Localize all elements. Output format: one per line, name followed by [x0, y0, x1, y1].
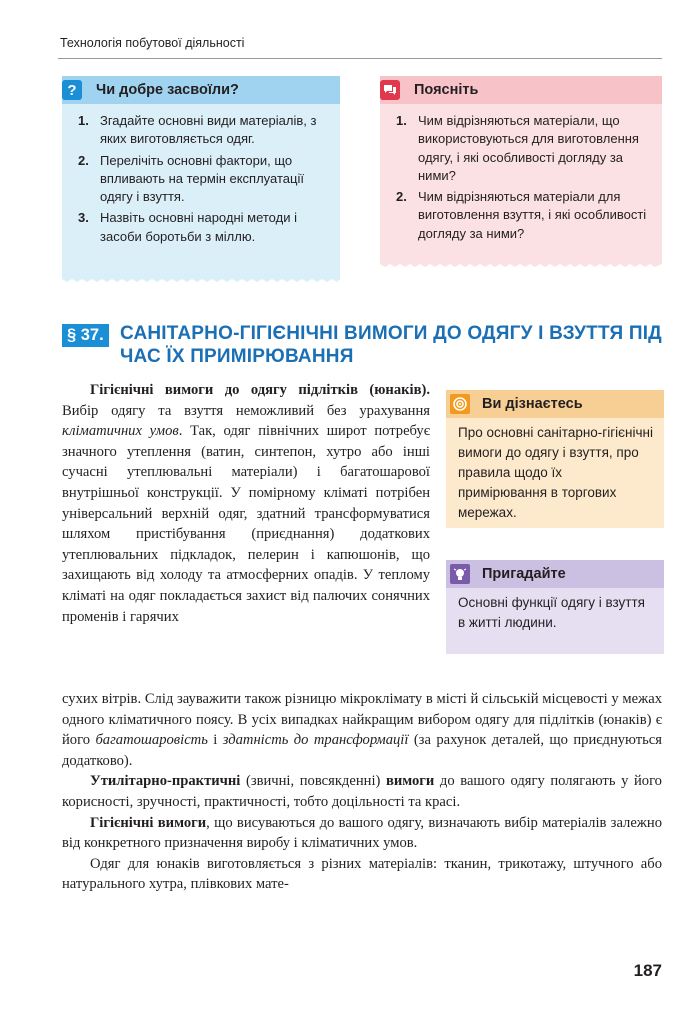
text-run: до вашого одягу полягають у його корисності, зручності, практичності, тобто доцільності та красі.	[62, 773, 662, 810]
check-knowledge-list	[74, 112, 332, 246]
speech-bubble-icon	[380, 80, 400, 100]
explain-title: Поясніть	[414, 82, 479, 98]
recall-title: Пригадайте	[482, 566, 566, 582]
explain-box	[380, 76, 662, 261]
check-knowledge-item-text: Згадайте основні види матеріалів, з яких виготовляється одяг.	[100, 113, 317, 147]
check-knowledge-item	[74, 112, 332, 149]
term-hygiene: Гігієнічні вимоги	[90, 814, 207, 831]
paragraph-4: Одяг для юнаків виготовляється з різних матеріалів: тканин, трикотажу, штучного або натурального хутра, плівкових мате-	[62, 855, 662, 893]
explain-item	[392, 188, 654, 243]
text-run: . Так, одяг північних широт потребує значного утеплення (ватин, синтепон, хутро або інші сучасні утеплювальні матеріали) і багатошарової внутрішньої конструкції. У помірному кліматі потрібен універсальний верхній одяг, здатний трансформуватися шляхом пристібування (приєднання) додаткових утеплювальних підкладок, пелерин і капюшонів, що захищають від холоду та атмосферних опадів. У теплому кліматі на одяг покладається захист від палючих сонячних променів і гарячих	[62, 423, 430, 625]
check-knowledge-header	[62, 76, 340, 104]
target-icon	[450, 394, 470, 414]
learn-box	[446, 390, 664, 528]
zigzag-edge	[380, 261, 662, 267]
paragraph-1-continued	[62, 689, 662, 771]
lightbulb-icon	[450, 564, 470, 584]
explain-item-text: Чим відрізняються матеріали для виготовлення взуття, і які особливості догляду за ними?	[418, 189, 647, 241]
check-knowledge-item-number: 2.	[78, 152, 89, 168]
zigzag-edge	[62, 276, 340, 282]
question-icon: ?	[62, 80, 82, 100]
paragraph-1	[62, 380, 430, 627]
header-rule	[58, 58, 662, 59]
text-run: сухих вітрів. Слід зауважити також різницю мікроклімату в місті й сільській місцевості у межах одного кліматичного поясу. В усіх випадках найкращим вибором одягу для підлітків (юнаків) є його	[62, 691, 662, 749]
learn-title: Ви дізнаєтесь	[482, 396, 583, 412]
explain-header	[380, 76, 662, 104]
body-column-narrow	[62, 380, 430, 627]
text-run: і	[207, 732, 223, 749]
term-climate: кліматичних умов	[62, 423, 179, 440]
term-transform: здатність до трансформації	[222, 732, 409, 749]
explain-body	[380, 104, 662, 261]
term-utilitarian: Утилітарно-практичні	[90, 773, 241, 790]
text-run: , що висуваються до вашого одягу, визначають вибір матеріалів залежно від конкретного призначення виробу і кліматичних умов.	[62, 814, 662, 852]
page-number: 187	[633, 961, 662, 980]
term-multilayer: багатошаровість	[95, 732, 208, 749]
text-run: Вибір одягу та взуття неможливий без урахування	[62, 402, 430, 419]
recall-box	[446, 560, 664, 654]
explain-list	[392, 112, 654, 243]
explain-item	[392, 112, 654, 185]
learn-text: Про основні санітарно-гігієнічні вимоги до одягу і взуття, про правила щодо їх примірювання в торгових мережах.	[446, 418, 664, 528]
explain-item-text: Чим відрізняються матеріали, що використовуються для виготовлення одягу, і які особливості догляду за ними?	[418, 113, 639, 183]
term-hygiene-teen: Гігієнічні вимоги до одягу підлітків (юнаків).	[90, 382, 430, 398]
recall-text: Основні функції одягу і взуття в житті людини.	[446, 588, 664, 654]
running-header: Технологія побутової діяльності	[60, 36, 245, 50]
text-run: (звичні, повсякденні)	[240, 773, 386, 790]
check-knowledge-item	[74, 209, 332, 246]
explain-item-number: 2.	[396, 189, 407, 205]
check-knowledge-item	[74, 152, 332, 207]
term-requirements: вимоги	[385, 773, 435, 790]
text-run: (за рахунок деталей, що приєднуються додатково).	[62, 732, 662, 769]
check-knowledge-item-number: 3.	[78, 210, 89, 226]
recall-header	[446, 560, 664, 588]
paragraph-3	[62, 813, 662, 854]
explain-item-number: 1.	[396, 113, 407, 128]
body-column-wide	[62, 689, 662, 895]
check-knowledge-item-number: 1.	[78, 113, 89, 128]
check-knowledge-title: Чи добре засвоїли?	[96, 82, 239, 98]
check-knowledge-box	[62, 76, 340, 276]
section-number: § 37.	[62, 324, 109, 347]
learn-header	[446, 390, 664, 418]
section-title: САНІТАРНО-ГІГІЄНІЧНІ ВИМОГИ ДО ОДЯГУ І ВЗУТТЯ ПІД ЧАС ЇХ ПРИМІРЮВАННЯ	[120, 323, 662, 367]
check-knowledge-item-text: Назвіть основні народні методи і засоби боротьби з міллю.	[100, 210, 297, 244]
check-knowledge-body	[62, 104, 340, 276]
paragraph-2	[62, 771, 662, 812]
check-knowledge-item-text: Перелічіть основні фактори, що впливають на термін експлуатації одягу і взуття.	[100, 152, 304, 205]
